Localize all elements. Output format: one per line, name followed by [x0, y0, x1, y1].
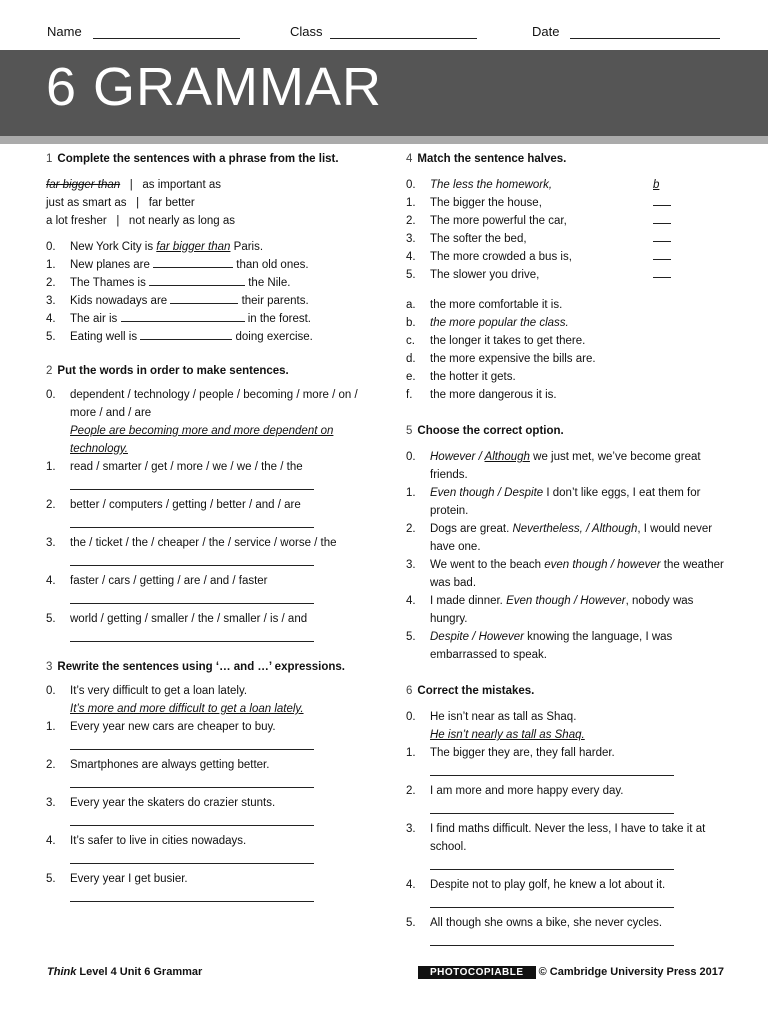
answer-line[interactable] [70, 516, 314, 528]
section-2-items [46, 386, 376, 642]
list-item: 1. New planes are than old ones. [46, 256, 376, 274]
list-item: 4. Despite not to play golf, he knew a lot about it. [406, 879, 666, 891]
list-item: 1. The bigger they are, they fall harder. [406, 747, 615, 759]
list-item: 0. New York City is far bigger than Paris. [46, 241, 264, 253]
list-item: 2. The Thames is the Nile. [46, 274, 376, 292]
right-column [406, 150, 726, 952]
section-2-title: 2 Put the words in order to make sentences. [46, 365, 289, 377]
answer-blank[interactable] [149, 274, 245, 286]
match-answer: b [653, 179, 660, 191]
answer-line[interactable] [70, 630, 314, 642]
answer-line[interactable] [70, 478, 314, 490]
left-column [46, 150, 376, 908]
list-item: 4. The more crowded a bus is, [406, 248, 726, 266]
list-item: 0. He isn’t near as tall as Shaq. He isn’t nearly as tall as Shaq. [406, 711, 585, 741]
list-item: e. the hotter it gets. [406, 371, 516, 383]
list-item: 2. Dogs are great. Nevertheless, / Although, I would never have one. [406, 523, 713, 553]
section-5-title: 5 Choose the correct option. [406, 425, 564, 437]
list-item: 5. world / getting / smaller / the / smaller / is / and [46, 613, 308, 625]
section-1-title: 1 Complete the sentences with a phrase from the list. [46, 153, 339, 165]
list-item: 2. Smartphones are always getting better. [46, 759, 270, 771]
name-line[interactable] [93, 38, 240, 39]
section-4-title: 4 Match the sentence halves. [406, 153, 567, 165]
section-1-items [46, 238, 376, 346]
match-blank[interactable] [653, 248, 671, 260]
list-item: 5. Every year I get busier. [46, 873, 188, 885]
list-item: 4. It’s safer to live in cities nowadays. [46, 835, 247, 847]
list-item: 5. Despite / However knowing the language, I was embarrassed to speak. [406, 631, 673, 661]
section-6-items [406, 708, 726, 946]
answer-blank[interactable] [121, 310, 245, 322]
answer-blank[interactable] [170, 292, 238, 304]
answer-blank[interactable] [140, 328, 232, 340]
list-item: 1. Even though / Despite I don’t like eggs, I eat them for protein. [406, 487, 701, 517]
list-item: 1. Every year new cars are cheaper to buy. [46, 721, 276, 733]
name-label: Name [47, 24, 82, 39]
footer-right: PHOTOCOPIABLE © Cambridge University Press 2017 [418, 966, 724, 978]
answer-line[interactable] [430, 764, 674, 776]
match-blank[interactable] [653, 266, 671, 278]
match-blank[interactable] [653, 194, 671, 206]
answer-line[interactable] [70, 554, 314, 566]
section-3-title: 3 Rewrite the sentences using ‘… and …’ expressions. [46, 661, 345, 673]
list-item: 4. faster / cars / getting / are / and / faster [46, 575, 268, 587]
list-item: 1. read / smarter / get / more / we / we / the / the [46, 461, 303, 473]
answer-line[interactable] [430, 858, 674, 870]
section-6-title: 6 Correct the mistakes. [406, 685, 535, 697]
phrase-list: far bigger than | as important as just as smart as | far better a lot fresher | not nearly as long as [46, 179, 236, 227]
answer-line[interactable] [70, 592, 314, 604]
list-item: 2. better / computers / getting / better / and / are [46, 499, 301, 511]
list-item: 0. However / Although we just met, we’ve become great friends. [406, 451, 701, 481]
title-banner [0, 50, 768, 136]
answer-blank[interactable] [153, 256, 233, 268]
list-item: 3. Every year the skaters do crazier stunts. [46, 797, 276, 809]
section-5-items [406, 448, 726, 664]
match-blank[interactable] [653, 212, 671, 224]
list-item: 5. All though she owns a bike, she never cycles. [406, 917, 663, 929]
footer-left: Think Level 4 Unit 6 Grammar [47, 966, 203, 978]
date-label: Date [532, 24, 560, 39]
list-item: 0. dependent / technology / people / becoming / more / on / more / and / are People are becoming more and more dependent on technology. [46, 389, 358, 455]
list-item: c. the longer it takes to get there. [406, 335, 586, 347]
list-item: d. the more expensive the bills are. [406, 353, 596, 365]
answer-line[interactable] [70, 814, 314, 826]
list-item: 3. We went to the beach even though / however the weather was bad. [406, 559, 724, 589]
list-item: 3. I find maths difficult. Never the less, I have to take it at school. [406, 823, 706, 853]
list-item: 5. Eating well is doing exercise. [46, 328, 376, 346]
section-4-items [406, 176, 726, 284]
answer-line[interactable] [70, 776, 314, 788]
list-item: 5. The slower you drive, [406, 266, 726, 284]
answer-line[interactable] [430, 802, 674, 814]
date-line[interactable] [570, 38, 720, 39]
list-item: 3. the / ticket / the / cheaper / the / service / worse / the [46, 537, 337, 549]
section-4-options [406, 296, 726, 404]
answer-line[interactable] [430, 934, 674, 946]
section-3-items [46, 682, 376, 902]
class-label: Class [290, 24, 323, 39]
class-line[interactable] [330, 38, 477, 39]
list-item: 4. The air is in the forest. [46, 310, 376, 328]
photocopiable-badge: PHOTOCOPIABLE [418, 966, 536, 979]
answer-line[interactable] [430, 896, 674, 908]
header-fields [0, 24, 768, 46]
list-item: 3. Kids nowadays are their parents. [46, 292, 376, 310]
list-item: b. the more popular the class. [406, 317, 569, 329]
list-item: 4. I made dinner. Even though / However, nobody was hungry. [406, 595, 694, 625]
answer-line[interactable] [70, 738, 314, 750]
answer-line[interactable] [70, 890, 314, 902]
list-item: 1. The bigger the house, [406, 194, 726, 212]
list-item: 0. It’s very difficult to get a loan lately. It’s more and more difficult to get a loan lately. [46, 685, 304, 715]
list-item: 2. The more powerful the car, [406, 212, 726, 230]
answer-line[interactable] [70, 852, 314, 864]
page-title: 6 GRAMMAR [46, 57, 383, 117]
banner-strip [0, 136, 768, 144]
list-item: f. the more dangerous it is. [406, 389, 557, 401]
list-item: 2. I am more and more happy every day. [406, 785, 624, 797]
list-item: 3. The softer the bed, [406, 230, 726, 248]
list-item: a. the more comfortable it is. [406, 299, 563, 311]
list-item: 0. The less the homework, b [406, 176, 726, 194]
match-blank[interactable] [653, 230, 671, 242]
